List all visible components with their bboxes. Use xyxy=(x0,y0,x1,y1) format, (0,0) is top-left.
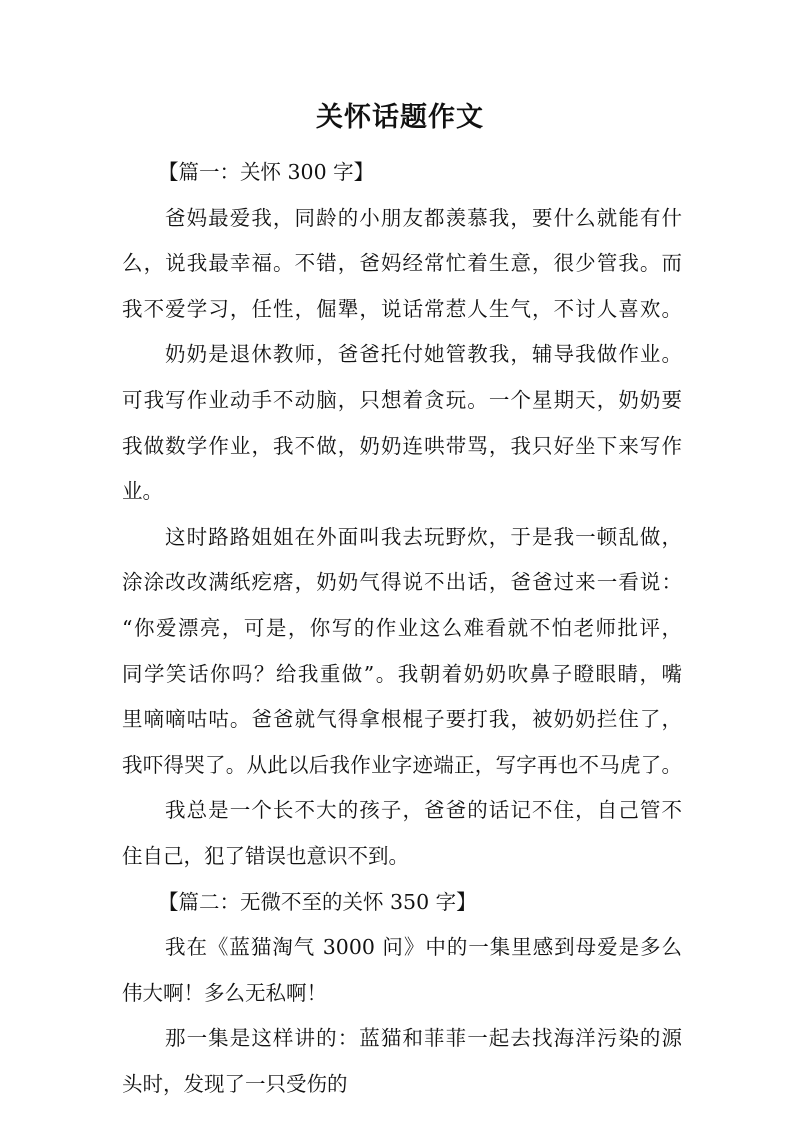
paragraph-line: “你爱漂亮，可是，你写的作业这么难看就不怕老师批评， xyxy=(122,615,682,640)
paragraph-line: 我总是一个长不大的孩子，爸爸的话记不住，自己管不 xyxy=(165,798,682,823)
paragraph-line: 奶奶是退休教师，爸爸托付她管教我，辅导我做作业。 xyxy=(165,342,682,367)
paragraph-line: 我吓得哭了。从此以后我作业字迹端正，写字再也不马虎了。 xyxy=(122,752,682,777)
paragraph-line: 头时，发现了一只受伤的 xyxy=(122,1071,348,1096)
paragraph-line: 涂涂改改满纸疙瘩，奶奶气得说不出话，爸爸过来一看说： xyxy=(122,570,682,595)
section-heading: 【篇一：关怀 300 字】 xyxy=(158,160,375,184)
paragraph-line: 我做数学作业，我不做，奶奶连哄带骂，我只好坐下来写作 xyxy=(122,433,682,458)
section-heading: 【篇二：无微不至的关怀 350 字】 xyxy=(158,889,477,914)
paragraph-line: 可我写作业动手不动脑，只想着贪玩。一个星期天，奶奶要 xyxy=(122,387,682,412)
paragraph-line: 么，说我最幸福。不错，爸妈经常忙着生意，很少管我。而 xyxy=(122,251,682,276)
document-title: 关怀话题作文 xyxy=(316,102,484,133)
paragraph-line: 里嘀嘀咕咕。爸爸就气得拿根棍子要打我，被奶奶拦住了， xyxy=(122,707,682,732)
paragraph-line: 我在《蓝猫淘气 3000 问》中的一集里感到母爱是多么 xyxy=(165,935,682,960)
paragraph-line: 那一集是这样讲的：蓝猫和菲菲一起去找海洋污染的源 xyxy=(165,1026,682,1051)
paragraph-line: 伟大啊！多么无私啊！ xyxy=(122,980,327,1005)
document-body xyxy=(122,150,682,1107)
paragraph-line: 住自己，犯了错误也意识不到。 xyxy=(122,843,409,868)
paragraph-line: 爸妈最爱我，同龄的小朋友都羡慕我，要什么就能有什 xyxy=(165,205,682,230)
paragraph-line: 业。 xyxy=(122,479,163,504)
paragraph-line: 这时路路姐姐在外面叫我去玩野炊，于是我一顿乱做， xyxy=(165,524,682,549)
paragraph-line: 同学笑话你吗？给我重做”。我朝着奶奶吹鼻子瞪眼睛，嘴 xyxy=(122,661,682,686)
paragraph-line: 我不爱学习，任性，倔犟，说话常惹人生气，不讨人喜欢。 xyxy=(122,296,682,321)
